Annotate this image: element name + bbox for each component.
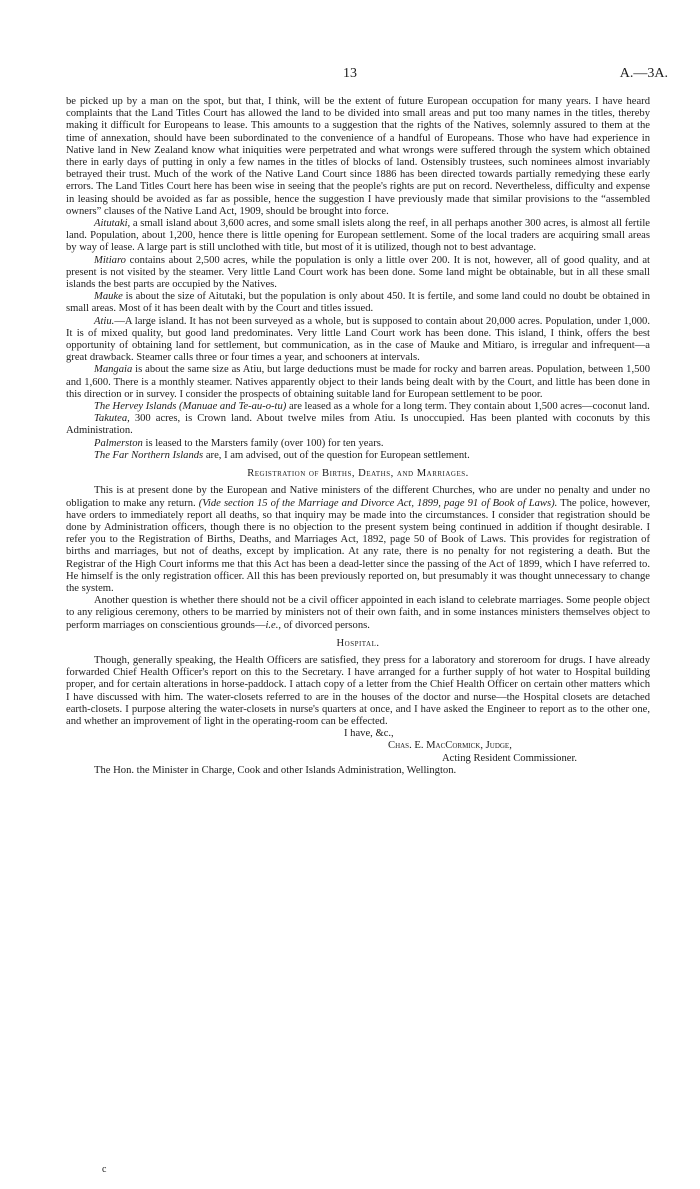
island-name: Atiu. [94,315,115,327]
ie-abbreviation: i.e., [265,619,282,631]
island-name: Takutea, [94,413,130,425]
registration-paragraph-1 [66,485,650,595]
registration-paragraph-2 [66,595,650,632]
island-name: Mauke [94,291,123,303]
addressee: The Hon. the Minister in Charge, Cook and other Islands Administration, Wellington. [94,764,457,776]
island-text: are, I am advised, out of the question for European settlement. [203,449,470,461]
island-paragraph-mitiaro [66,255,650,292]
document-reference: A.—3A. [619,66,668,81]
closing-salutation: I have, &c., [344,728,394,740]
island-text: a small island about 3,600 acres, and some small islets along the reef, in all perhaps another 300 acres, is almost all fertile land. Population, about 1,200, hence there is little opening for European settlement. Some of the local traders are acquiring small areas by way of lease. A large part is still unclothed with title, but most of it is utilized, though not to best advantage. [66,218,650,254]
registration-text: This is at present done by the European and Native ministers of the different Churches, who are under no penalty and under no obligation to make any return. [66,485,650,509]
island-text: is about the size of Aitutaki, but the population is only about 450. It is fertile, and some land could no doubt be obtained in small areas. Most of it has been dealt with by the Court and titles issued. [66,291,650,315]
page-number: 13 [343,66,357,81]
document-body [66,96,650,777]
island-name: Palmerston [94,437,143,449]
island-name: Mitiaro [94,254,126,266]
registration-text: Another question is whether there should not be a civil officer appointed in each island to celebrate marriages. Some people object to any religious ceremony, others to be married by ministers not of their own faith, and in some instances ministers themselves object to perform marriages on conscientious grounds— [66,595,650,631]
island-text: —A large island. It has not been surveyed as a whole, but is supposed to contain about 20,000 acres. Population, under 1,000. It is of mixed quality, but good land predominates. Very little Land Court work has been done. This island, I think, offers the best opportunity of obtaining land for settlement, but communication, as in the case of Mauke and Mitiaro, is irregular and infrequent—a great drawback. Steamer calls three or four times a year, and schooners at intervals. [66,315,650,364]
hospital-heading: Hospital. [336,637,380,649]
island-text: 300 acres, is Crown land. About twelve miles from Atiu. Is unoccupied. Has been planted with coconuts by this Administration. [66,413,650,437]
island-paragraph-mangaia [66,364,650,401]
registration-heading: Registration of Births, Deaths, and Marriages. [247,468,469,480]
island-paragraph-hervey [66,401,650,413]
island-text: is about the same size as Atiu, but large deductions must be made for rocky and barren areas. Population, between 1,500 and 1,600. There is a monthly steamer. Natives apparently object to their lands being dealt with by the Court, and little has been done in this direction or in survey. I consider the prospects of obtaining suitable land for European settlement to be poor. [66,364,650,400]
island-paragraph-far-northern [66,450,650,462]
island-name: Mangaia [94,364,133,376]
signatory-title: Acting Resident Commissioner. [442,752,578,764]
footer-mark: c [102,1164,107,1175]
island-paragraph-aitutaki [66,218,650,255]
island-text: is leased to the Marsters family (over 100) for ten years. [142,437,384,449]
island-paragraph-atiu [66,316,650,365]
signatory-name: Chas. E. MacCormick, Judge, [388,740,512,752]
island-name: Aitutaki, [94,218,131,230]
intro-paragraph: be picked up by a man on the spot, but that, I think, will be the extent of future European occupation for many years. I have heard complaints that the Land Titles Court has allowed the land to be divided into small areas and put too many names in the titles, thereby making it difficult for Europeans to lease. This amounts to a suggestion that the rights of the Natives, solemnly assured to them at the time of annexation, should have been subordinated to the convenience of a handful of Europeans. Those who have had experience in Native land in New Zealand know what iniquities were perpetrated and what wrongs were suffered through the system which obtained there in early days of putting in only a few names in the titles of blocks of land. Ostensibly trustees, such nominees almost invariably betrayed their trust. Much of the work of the Native Land Court since 1886 has been directed towards partially remedying these early errors. The Land Titles Court here has been wise in seeing that the people's rights are put on record. Nevertheless, difficulty and expense in leasing should be avoided as far as possible, hence the suggestion I have previously made that similar provisions to the “assembled owners” clauses of the Native Land Act, 1909, should be brought into force. [66,96,650,217]
hospital-paragraph: Though, generally speaking, the Health Officers are satisfied, they press for a laboratory and storeroom for drugs. I have already forwarded Chief Health Officer's report on this to the Secretary. I have arranged for a further supply of hot water to Hospital building proper, and for certain alterations in horse-paddock. I attach copy of a letter from the Chief Health Officer on certain other matters which I have discussed with him. The water-closets referred to are in the houses of the doctor and nurse—the Hospital closets are detached earth-closets. I purpose altering the water-closets in nurse's quarters at once, and I have asked the Engineer to report as to the other one, and whether an improvement of light in the operating-room can be effected. [66,654,650,727]
registration-text: of divorced persons. [281,619,370,631]
vide-reference: (Vide section 15 of the Marriage and Divorce Act, 1899, page 91 of Book of Laws). [198,497,558,509]
registration-text: The police, however, have orders to immediately report all deaths, so that inquiry may be made into the circumstances. I consider that registration should be done by Administration officers, though there is no objection to the present system being continued in addition if thought desirable. I refer you to the Registration of Births, Deaths, and Marriages Act, 1892, page 50 of Book of Laws. This provides for registration of births and marriages, but not of deaths, except by implication. At any rate, there is no penalty for not registering a death. But the Registrar of the High Court informs me that this Act has been a dead-letter since the passing of the Act of 1899, which I have referred to. He himself is the only registration officer. All this has been previously reported on, but presumably it was thought unnecessary to change the system. [66,497,650,594]
island-paragraph-takutea [66,413,650,437]
island-paragraph-mauke [66,291,650,315]
island-paragraph-palmerston [66,438,650,450]
island-name: The Far Northern Islands [94,449,204,461]
island-text: are leased as a whole for a long term. They contain about 1,500 acres—coconut land. [286,401,650,413]
island-name: The Hervey Islands (Manuae and Te-au-o-tu) [94,401,287,413]
island-text: contains about 2,500 acres, while the population is only a little over 200. It is not, however, all of good quality, and at present is not visited by the steamer. Very little Land Court work has been done. Some land might be obtainable, but in all these small islands the best parts are occupied by the Natives. [66,254,650,291]
